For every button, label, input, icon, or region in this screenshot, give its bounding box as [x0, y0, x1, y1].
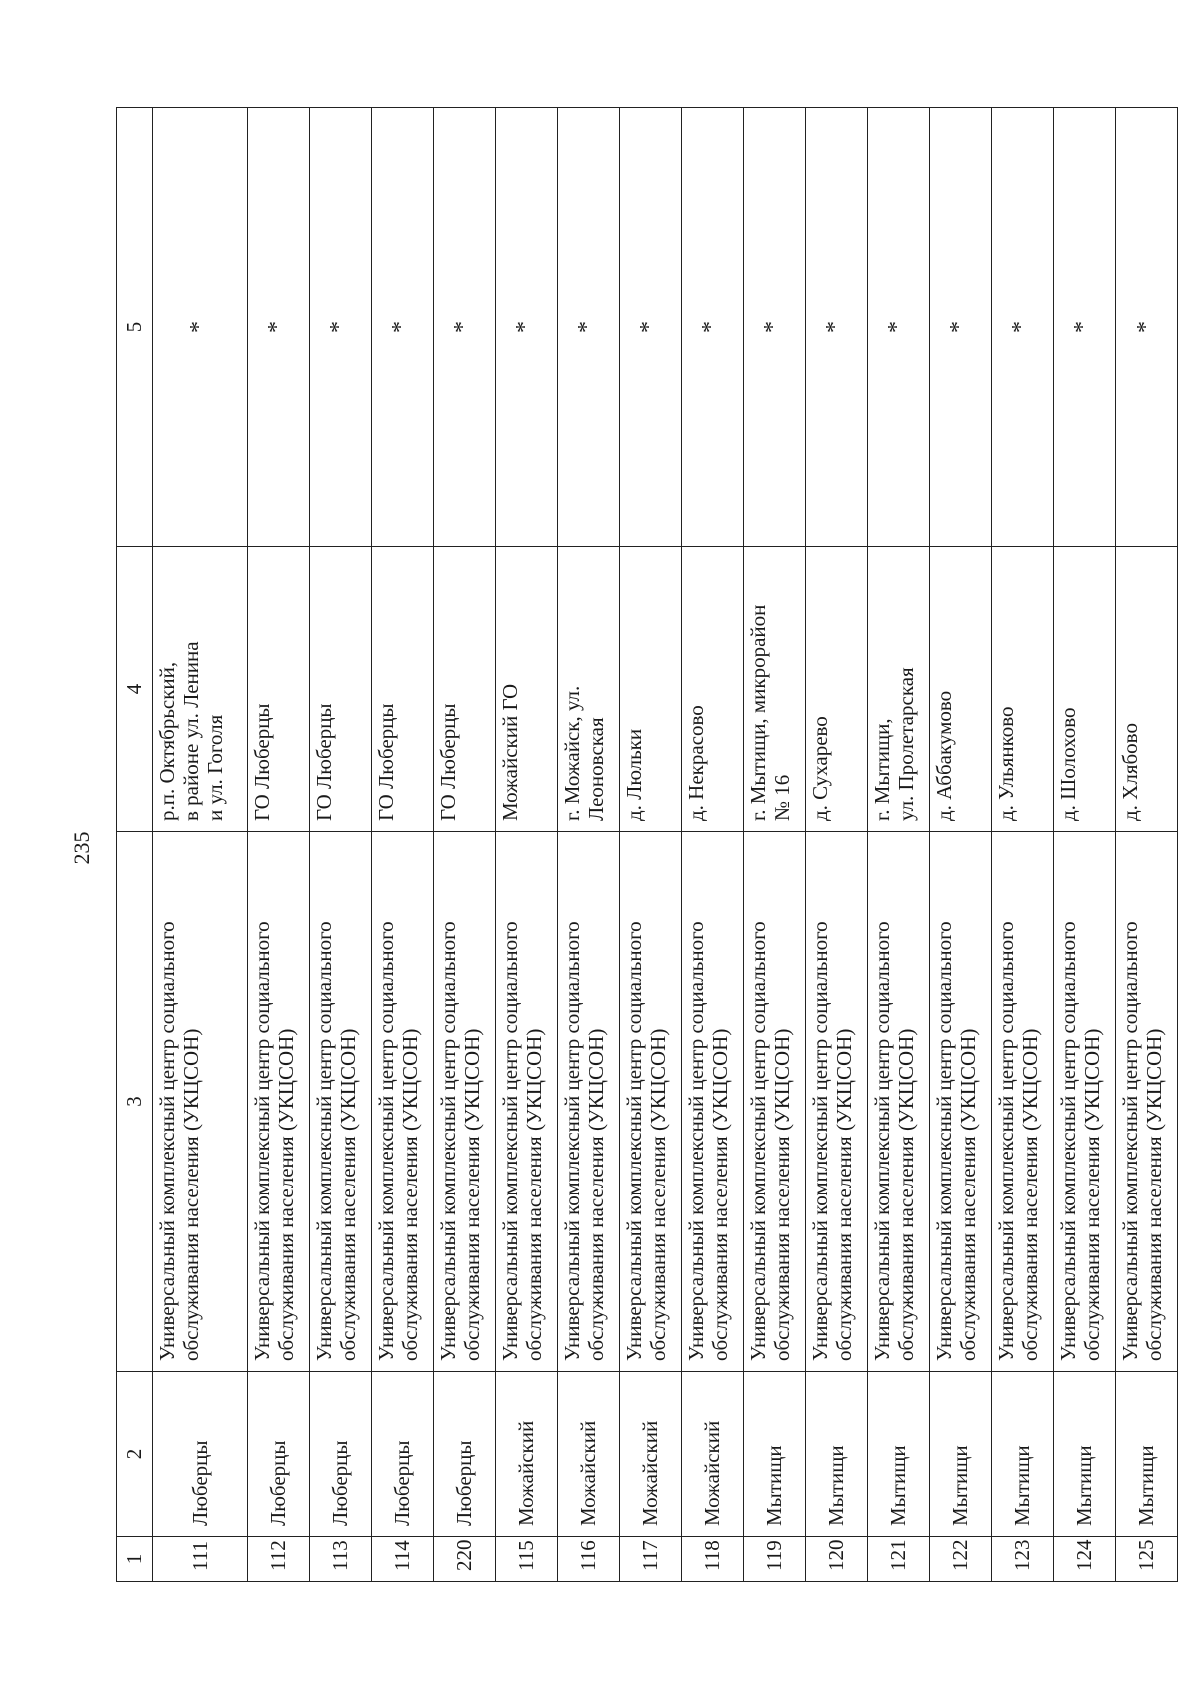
mark-cell: *	[681, 108, 743, 547]
row-number: 120	[805, 1537, 867, 1582]
district-cell: Мытищи	[743, 1372, 805, 1537]
location-cell: ГО Люберцы	[433, 547, 495, 832]
location-cell: ГО Люберцы	[247, 547, 309, 832]
district-cell: Можайский	[619, 1372, 681, 1537]
location-cell: д. Шолохово	[1053, 547, 1115, 832]
facility-name-cell: Универсальный комплексный центр социального обслуживания населения (УКЦСОН)	[247, 832, 309, 1372]
table-row	[681, 108, 743, 1582]
mark-cell: *	[247, 108, 309, 547]
column-header-2: 2	[117, 1372, 153, 1537]
facility-name-cell: Универсальный комплексный центр социального обслуживания населения (УКЦСОН)	[681, 832, 743, 1372]
table-row	[557, 108, 619, 1582]
facility-name-cell: Универсальный комплексный центр социального обслуживания населения (УКЦСОН)	[557, 832, 619, 1372]
district-cell: Люберцы	[153, 1372, 248, 1537]
table-row	[309, 108, 371, 1582]
facility-name-cell: Универсальный комплексный центр социального обслуживания населения (УКЦСОН)	[371, 832, 433, 1372]
table-row	[619, 108, 681, 1582]
row-number: 111	[153, 1537, 248, 1582]
table-row	[929, 108, 991, 1582]
table-row	[991, 108, 1053, 1582]
row-number: 117	[619, 1537, 681, 1582]
table-row	[867, 108, 929, 1582]
table-row	[805, 108, 867, 1582]
table-header-row	[117, 108, 153, 1582]
mark-cell: *	[743, 108, 805, 547]
facility-name-cell: Универсальный комплексный центр социального обслуживания населения (УКЦСОН)	[619, 832, 681, 1372]
column-header-1: 1	[117, 1537, 153, 1582]
row-number: 112	[247, 1537, 309, 1582]
row-number: 113	[309, 1537, 371, 1582]
location-cell: д. Аббакумово	[929, 547, 991, 832]
facility-name-cell: Универсальный комплексный центр социального обслуживания населения (УКЦСОН)	[1053, 832, 1115, 1372]
facility-name-cell: Универсальный комплексный центр социального обслуживания населения (УКЦСОН)	[153, 832, 248, 1372]
location-cell: г. Мытищи, микрорайон № 16	[743, 547, 805, 832]
row-number: 114	[371, 1537, 433, 1582]
mark-cell: *	[557, 108, 619, 547]
district-cell: Люберцы	[309, 1372, 371, 1537]
row-number: 220	[433, 1537, 495, 1582]
mark-cell: *	[309, 108, 371, 547]
district-cell: Мытищи	[1115, 1372, 1177, 1537]
location-cell: ГО Люберцы	[309, 547, 371, 832]
location-cell: р.п. Октябрьский, в районе ул. Ленина и ул. Гоголя	[153, 547, 248, 832]
district-cell: Мытищи	[867, 1372, 929, 1537]
row-number: 116	[557, 1537, 619, 1582]
facility-name-cell: Универсальный комплексный центр социального обслуживания населения (УКЦСОН)	[743, 832, 805, 1372]
location-cell: г. Мытищи, ул. Пролетарская	[867, 547, 929, 832]
facilities-table	[116, 107, 1178, 1582]
facility-name-cell: Универсальный комплексный центр социального обслуживания населения (УКЦСОН)	[433, 832, 495, 1372]
row-number: 119	[743, 1537, 805, 1582]
district-cell: Можайский	[495, 1372, 557, 1537]
facility-name-cell: Универсальный комплексный центр социального обслуживания населения (УКЦСОН)	[991, 832, 1053, 1372]
district-cell: Мытищи	[929, 1372, 991, 1537]
district-cell: Можайский	[557, 1372, 619, 1537]
district-cell: Люберцы	[371, 1372, 433, 1537]
mark-cell: *	[433, 108, 495, 547]
page-number: 235	[69, 831, 94, 865]
mark-cell: *	[153, 108, 248, 547]
location-cell: Можайский ГО	[495, 547, 557, 832]
district-cell: Мытищи	[991, 1372, 1053, 1537]
facility-name-cell: Универсальный комплексный центр социального обслуживания населения (УКЦСОН)	[867, 832, 929, 1372]
row-number: 125	[1115, 1537, 1177, 1582]
facility-name-cell: Универсальный комплексный центр социального обслуживания населения (УКЦСОН)	[1115, 832, 1177, 1372]
row-number: 123	[991, 1537, 1053, 1582]
location-cell: д. Ульянково	[991, 547, 1053, 832]
mark-cell: *	[1115, 108, 1177, 547]
row-number: 118	[681, 1537, 743, 1582]
mark-cell: *	[805, 108, 867, 547]
mark-cell: *	[619, 108, 681, 547]
location-cell: д. Сухарево	[805, 547, 867, 832]
facility-name-cell: Универсальный комплексный центр социального обслуживания населения (УКЦСОН)	[309, 832, 371, 1372]
table-row	[433, 108, 495, 1582]
row-number: 115	[495, 1537, 557, 1582]
table-row	[743, 108, 805, 1582]
location-cell: д. Некрасово	[681, 547, 743, 832]
row-number: 122	[929, 1537, 991, 1582]
row-number: 121	[867, 1537, 929, 1582]
row-number: 124	[1053, 1537, 1115, 1582]
table-row	[247, 108, 309, 1582]
facility-name-cell: Универсальный комплексный центр социального обслуживания населения (УКЦСОН)	[929, 832, 991, 1372]
location-cell: ГО Люберцы	[371, 547, 433, 832]
location-cell: г. Можайск, ул. Леоновская	[557, 547, 619, 832]
location-cell: д. Люльки	[619, 547, 681, 832]
mark-cell: *	[867, 108, 929, 547]
facility-name-cell: Универсальный комплексный центр социального обслуживания населения (УКЦСОН)	[495, 832, 557, 1372]
table-row	[153, 108, 248, 1582]
rotated-table-wrapper	[116, 108, 1178, 1582]
table-row	[495, 108, 557, 1582]
district-cell: Люберцы	[247, 1372, 309, 1537]
column-header-5: 5	[117, 108, 153, 547]
district-cell: Мытищи	[805, 1372, 867, 1537]
district-cell: Люберцы	[433, 1372, 495, 1537]
location-cell: д. Хлябово	[1115, 547, 1177, 832]
mark-cell: *	[371, 108, 433, 547]
mark-cell: *	[495, 108, 557, 547]
facility-name-cell: Универсальный комплексный центр социального обслуживания населения (УКЦСОН)	[805, 832, 867, 1372]
table-row	[1053, 108, 1115, 1582]
district-cell: Можайский	[681, 1372, 743, 1537]
column-header-4: 4	[117, 547, 153, 832]
mark-cell: *	[991, 108, 1053, 547]
column-header-3: 3	[117, 832, 153, 1372]
district-cell: Мытищи	[1053, 1372, 1115, 1537]
mark-cell: *	[1053, 108, 1115, 547]
table-row	[371, 108, 433, 1582]
table-row	[1115, 108, 1177, 1582]
mark-cell: *	[929, 108, 991, 547]
